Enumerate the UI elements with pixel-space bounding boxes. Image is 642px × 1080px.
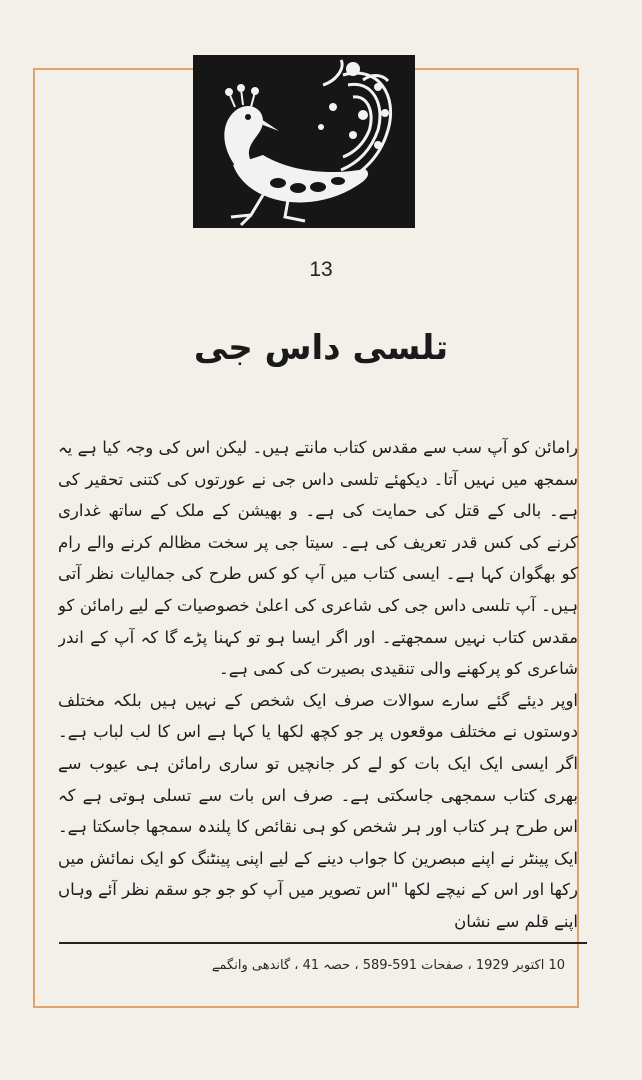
page-number: 13	[309, 258, 333, 281]
paragraph: رامائن کو آپ سب سے مقدس کتاب مانتے ہیں۔ لیکن اس کی وجہ کیا ہے یہ سمجھ میں نہیں آتا۔ دیکھئے تلسی داس جی نے عورتوں کی کتنی تحقیر کی ہے۔ بالی کے قتل کی حمایت کی ہے۔ و بھیشن کے ملک کے ساتھ غداری کرنے کی کس قدر تعریف کی ہے۔ سیتا جی پر سخت مظالم کرنے والے رام کو بھگوان کہا ہے۔ ایسی کتاب میں آپ کو کس طرح کی جمالیات نظر آتی ہیں۔ آپ تلسی داس جی کی شاعری کی اعلیٰ خصوصیات کے لیے رامائن کو مقدس کتاب نہیں سمجھتے۔ اور اگر ایسا ہو تو کہنا پڑے گا کہ آپ کے اندر شاعری کو پرکھنے والی تنقیدی بصیرت کی کمی ہے۔	[58, 438, 578, 679]
footnote-divider	[59, 942, 587, 944]
peacock-emblem-icon	[193, 55, 415, 228]
body-text	[58, 432, 578, 947]
paragraph: اوپر دیئے گئے سارے سوالات صرف ایک شخص کے نہیں ہیں بلکہ مختلف دوستوں نے مختلف موقعوں پر جو کچھ لکھا یا کہا ہے اس کا لب لباب ہے۔ اگر ایسی ایک ایک بات کو لے کر جانچیں تو ساری رامائن ہی عیوب سے بھری کتاب سمجھی جاسکتی ہے۔ صرف اس بات سے تسلی ہوتی ہے کہ اس طرح ہر کتاب اور ہر شخص کو ہی نقائص کا پلندہ سمجھا جاسکتا ہے۔ ایک پینٹر نے اپنے مبصرین کا جواب دینے کے لیے اپنی پینٹنگ کو ایک نمائش میں رکھا اور اس کے نیچے لکھا "اس تصویر میں آپ کو جو جو سقم نظر آئے وہاں اپنے قلم سے نشان	[58, 690, 578, 931]
footnote: 10 اکتوبر 1929 ، صفحات 591-589 ، حصہ 41 ، گاندھی وانگمے	[211, 958, 565, 973]
chapter-title: تلسی داس جی	[193, 328, 449, 368]
